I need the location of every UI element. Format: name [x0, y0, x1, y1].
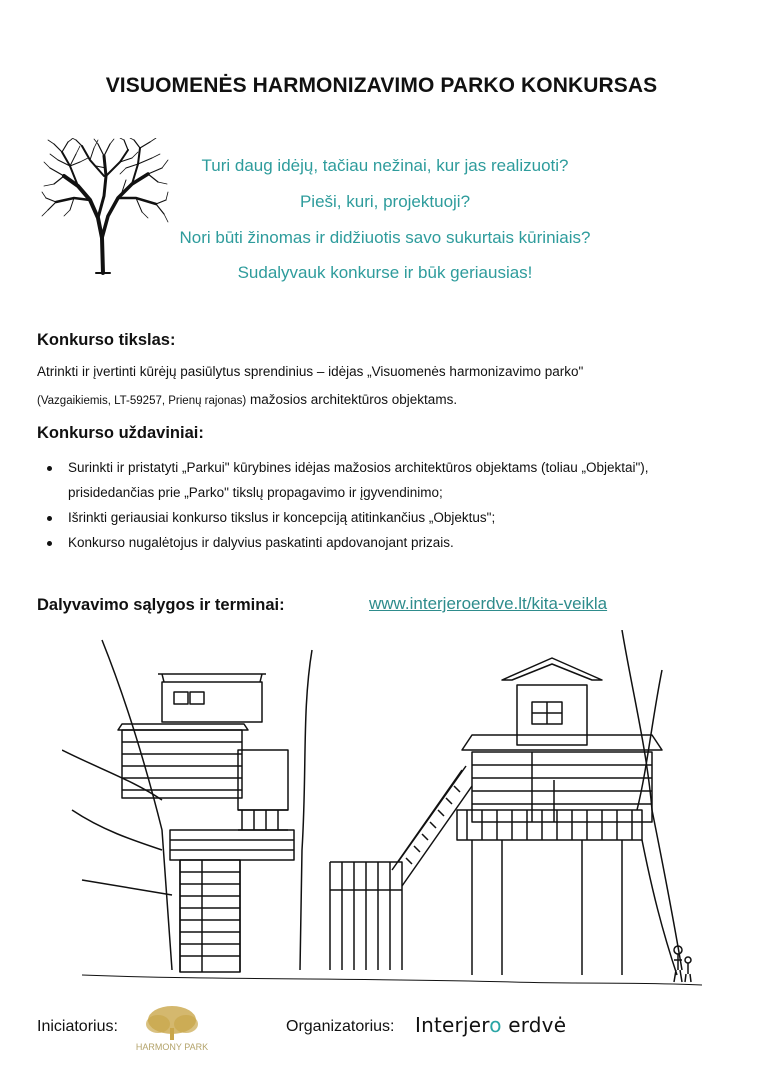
treehouses-illustration [62, 630, 702, 1000]
goal-text-address: (Vazgaikiemis, LT-59257, Prienų rajonas) [37, 395, 247, 407]
participation-link[interactable]: www.interjeroerdve.lt/kita-veikla [369, 594, 608, 613]
goal-text-main: Atrinkti ir įvertinti kūrėjų pasiūlytus sprendinius – idėjas „Visuomenės harmonizavimo parko" [37, 364, 584, 379]
goal-text [37, 358, 727, 415]
list-item: Konkurso nugalėtojus ir dalyvius paskatinti apdovanojant prizais. [37, 530, 707, 555]
goal-text-end: mažosios architektūros objektams. [246, 392, 458, 407]
list-item: Surinkti ir pristatyti „Parkui" kūrybines idėjas mažosios architektūros objektams (toliau „Objektai"), prisidedančias prie „Parko" tikslų propagavimo ir įgyvendinimo; [37, 455, 707, 505]
slogan-line: Nori būti žinomas ir didžiuotis savo sukurtais kūriniais? [179, 228, 591, 247]
slogan-line: Pieši, kuri, projektuoji? [299, 192, 471, 211]
page-title: VISUOMENĖS HARMONIZAVIMO PARKO KONKURSAS [105, 74, 658, 97]
tasks-list [37, 455, 707, 555]
initiator-label: Iniciatorius: [37, 1018, 118, 1035]
participation-heading: Dalyvavimo sąlygos ir terminai: [37, 596, 285, 614]
organizer-label: Organizatorius: [286, 1018, 395, 1035]
slogan-line: Turi daug idėjų, tačiau nežinai, kur jas realizuoti? [201, 156, 569, 175]
harmony-park-logo [132, 1002, 212, 1054]
logo-text-part: erdvė [501, 1013, 567, 1037]
list-item: Išrinkti geriausiai konkurso tikslus ir koncepciją atitinkančius „Objektus"; [37, 505, 707, 530]
interjero-erdve-logo [415, 1013, 566, 1037]
harmony-park-logo-text: HARMONY PARK [135, 1042, 209, 1052]
logo-text-accent: o [489, 1013, 502, 1037]
slogan-line: Sudalyvauk konkurse ir būk geriausias! [237, 263, 533, 282]
tasks-heading: Konkurso uždaviniai: [37, 424, 204, 442]
logo-text-part: Interjer [415, 1013, 490, 1037]
goal-heading: Konkurso tikslas: [37, 331, 176, 349]
